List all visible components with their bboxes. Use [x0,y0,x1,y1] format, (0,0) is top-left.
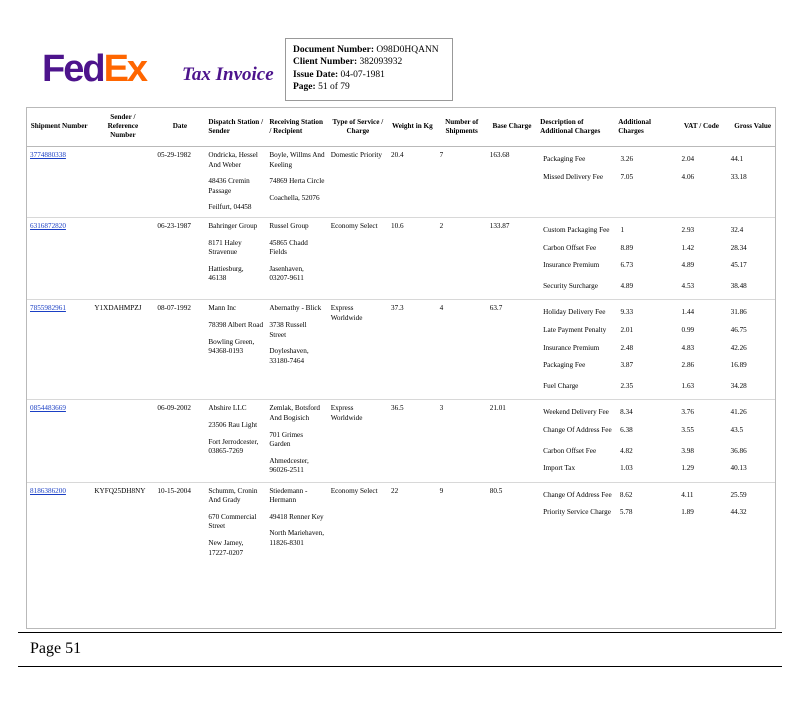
charge-row [540,357,772,375]
shipment-number-link[interactable]: 7855982961 [30,304,66,313]
charge-description: Packaging Fee [543,361,586,370]
dispatch-address: 48436 Cremin Passage [208,177,250,195]
shipment-number-link[interactable]: 8186386200 [30,486,66,495]
cell-additional-charges [537,147,775,218]
receiving-recipient: Russel Group [269,221,309,230]
issue-date-value: 04-07-1981 [340,69,385,80]
cell-base-charge: 133.87 [489,221,510,230]
fedex-logo [42,50,146,88]
document-number-line [293,44,445,56]
dispatch-sender: Schumm, Cronin And Grady [208,486,258,505]
cell-service-type: Express Worldwide [330,304,363,322]
document-number-value: O98D0HQANN [376,45,439,55]
charge-row [540,240,772,258]
charge-vat: 4.53 [681,281,695,290]
page-value: 51 of 79 [318,82,350,93]
charge-description: Change Of Address Fee [543,425,612,434]
charge-description: Import Tax [543,464,576,473]
charge-vat: 1.63 [681,381,695,390]
charge-gross: 46.75 [730,325,747,334]
charge-amount: 5.78 [619,508,633,517]
cell-receiving-station [266,217,327,299]
charge-row [540,257,772,275]
cell-additional-charges [537,300,775,400]
charge-row [540,304,772,322]
invoice-table-container [26,107,776,629]
dispatch-sender: Ondricka, Hessel And Weber [208,151,258,169]
cell-base-charge: 63.7 [489,304,503,313]
charge-gross: 32.4 [730,225,744,234]
cell-shipment-number [27,217,91,299]
additional-charges-table [540,487,772,522]
charge-amount: 3.26 [620,155,634,163]
dispatch-sender: Abshire LLC [208,404,247,413]
receiving-recipient: Boyle, Willms And Keeling [269,151,325,169]
charge-amount: 2.48 [620,343,634,352]
charge-description: Missed Delivery Fee [543,172,604,181]
charge-vat: 2.86 [681,361,695,370]
charge-amount: 8.62 [619,490,633,499]
charge-vat: 3.98 [681,446,694,455]
header-base-charge: Base Charge [487,108,537,147]
cell-service-type: Express Worldwide [330,404,363,422]
table-row [27,217,775,299]
client-number-line [293,56,445,68]
charge-gross: 41.26 [730,408,747,417]
receiving-city: North Mariehaven, 11826-8301 [269,529,324,548]
header-date: Date [154,108,205,147]
receiving-recipient: Abernathy - Blick [269,304,322,313]
charge-vat: 3.76 [681,408,694,417]
receiving-address: 49418 Renner Key [269,512,324,521]
dispatch-address: 78398 Albert Road [208,320,264,329]
cell-service-type: Economy Select [330,486,378,495]
charge-gross: 36.86 [730,446,747,455]
charge-description: Carbon Offset Fee [543,243,597,252]
dispatch-address: 670 Commercial Street [208,512,257,531]
cell-additional-charges [537,400,775,482]
cell-number-of-shipments: 7 [439,151,444,159]
charge-vat: 0.99 [681,325,695,334]
client-number-value: 382093932 [359,57,403,68]
logo-ex-text: Ex [103,48,147,90]
charge-description: Packaging Fee [543,155,586,163]
receiving-city: Ahmedcester, 96026-2511 [269,456,309,475]
cell-reference-number: Y1XDAHMPZJ [94,304,142,313]
charge-row [540,151,772,169]
table-row [27,147,775,218]
invoice-table-head [27,108,775,147]
document-number-label: Document Number: [293,45,375,55]
shipment-number-link[interactable]: 6316872820 [30,221,66,230]
receiving-city: Jasenhaven, 03207-9611 [269,264,304,283]
additional-charges-table [540,151,772,186]
charge-vat: 1.44 [681,308,695,317]
charge-description: Insurance Premium [543,343,600,352]
cell-dispatch-station [205,482,266,562]
receiving-address: 45865 Chadd Fields [269,238,308,257]
charge-vat: 4.83 [681,343,695,352]
cell-number-of-shipments: 4 [439,304,444,313]
invoice-table-body [27,147,775,563]
charge-amount: 6.38 [620,425,633,434]
cell-additional-charges [537,217,775,299]
cell-reference-number: KYFQ25DH8NY [94,486,146,495]
header-service-type: Type of Service / Charge [328,108,388,147]
dispatch-address: 23506 Rau Light [208,420,258,429]
charge-description: Late Payment Penalty [543,325,607,334]
table-row [27,400,775,482]
charge-amount: 1 [620,225,625,234]
cell-dispatch-station [205,400,266,482]
header-additional-charges: Additional Charges [615,108,681,147]
dispatch-sender: Bahringer Group [208,221,258,230]
charge-vat: 1.42 [681,243,695,252]
cell-shipment-number [27,147,91,218]
dispatch-address: 8171 Haley Stravenue [208,238,242,257]
cell-receiving-station [266,482,327,562]
charge-row [540,460,772,478]
shipment-number-link[interactable]: 0854483669 [30,404,66,413]
charge-description: Holiday Delivery Fee [543,308,606,317]
charge-amount: 2.35 [620,381,634,390]
charge-amount: 8.34 [620,408,633,417]
charge-gross: 42.26 [730,343,747,352]
charge-gross: 34.28 [730,381,747,390]
cell-date: 06-09-2002 [157,404,191,413]
charge-row [540,275,772,296]
charge-row [540,169,772,187]
cell-service-type: Economy Select [330,221,378,230]
charge-vat: 4.06 [681,172,695,181]
charge-row [540,487,772,505]
cell-dispatch-station [205,300,266,400]
charge-gross: 44.1 [730,155,744,163]
cell-weight: 36.5 [391,404,404,413]
charge-gross: 44.32 [730,508,747,517]
charge-row [540,440,772,461]
cell-date: 10-15-2004 [157,486,191,495]
issue-date-label: Issue Date: [293,69,339,80]
receiving-city: Doyleshaven, 33180-7464 [269,347,309,365]
header-dispatch-station: Dispatch Station / Sender [205,108,266,147]
cell-date: 05-29-1982 [157,151,191,159]
charge-amount: 6.73 [620,261,634,270]
charge-gross: 28.34 [730,243,747,252]
charge-description: Change Of Address Fee [543,490,612,499]
charge-description: Insurance Premium [543,261,600,270]
footer-divider-top [18,632,782,633]
table-row [27,300,775,400]
charge-amount: 4.89 [620,281,634,290]
charge-gross: 31.86 [730,308,747,317]
cell-shipment-number [27,300,91,400]
additional-charges-table [540,222,772,295]
charge-gross: 25.59 [730,490,747,499]
header-vat-code: VAT / Code [681,108,731,147]
cell-reference-number [91,400,154,482]
header-description-additional-charges: Description of Additional Charges [537,108,615,147]
receiving-recipient: Stiedemann - Hermann [269,486,308,505]
table-row [27,482,775,562]
dispatch-city: New Jamey, 17227-0207 [208,539,244,557]
cell-reference-number [91,147,154,218]
header-receiving-station: Receiving Station / Recipient [266,108,327,147]
cell-dispatch-station [205,217,266,299]
cell-number-of-shipments: 3 [439,404,444,413]
invoice-table [27,108,775,562]
charge-gross: 16.89 [730,361,747,370]
receiving-recipient: Zemlak, Botsford And Bogisich [269,404,321,422]
charge-gross: 43.5 [730,425,744,434]
charge-vat: 1.89 [681,508,694,517]
cell-weight: 20.4 [391,151,404,159]
shipment-number-link[interactable]: 3774880338 [30,151,66,159]
page-label: Page: [293,82,316,93]
dispatch-sender: Mann Inc [208,304,237,313]
charge-description: Custom Packaging Fee [543,225,610,234]
page-line [293,81,445,93]
cell-service-type: Domestic Priority [330,151,383,159]
charge-row [540,222,772,240]
charge-gross: 45.17 [730,261,747,270]
charge-row [540,404,772,422]
header-gross-value: Gross Value [730,108,775,147]
receiving-address: 74869 Herta Circle [269,177,325,186]
table-header-row [27,108,775,147]
issue-date-line [293,69,445,81]
charge-description: Weekend Delivery Fee [543,408,609,417]
charge-vat: 4.89 [681,261,695,270]
dispatch-city: Hattiesburg, 46138 [208,264,244,283]
cell-receiving-station [266,147,327,218]
charge-amount: 4.82 [620,446,633,455]
footer-divider-bottom [18,666,782,667]
footer-page-number: Page 51 [30,640,82,657]
additional-charges-table [540,404,772,477]
charge-description: Carbon Offset Fee [543,446,597,455]
cell-receiving-station [266,400,327,482]
cell-number-of-shipments: 9 [439,486,444,495]
document-subtitle: Tax Invoice [182,64,274,85]
receiving-address: 701 Grimes Garden [269,430,304,449]
charge-description: Priority Service Charge [543,508,611,517]
charge-vat: 1.29 [681,464,694,473]
cell-base-charge: 21.01 [489,404,506,413]
cell-base-charge: 80.5 [489,486,503,495]
header-weight: Weight in Kg [388,108,437,147]
dispatch-city: Bowling Green, 94368-0193 [208,337,255,356]
charge-row [540,340,772,358]
cell-base-charge: 163.68 [489,151,510,159]
header-number-of-shipments: Number of Shipments [437,108,487,147]
cell-date: 08-07-1992 [157,304,191,313]
cell-number-of-shipments: 2 [439,221,444,230]
cell-shipment-number [27,400,91,482]
charge-vat: 4.11 [681,490,694,499]
additional-charges-table [540,304,772,395]
charge-amount: 3.87 [620,361,634,370]
client-number-label: Client Number: [293,57,358,68]
cell-date: 06-23-1987 [157,221,191,230]
dispatch-city: Feilfurt, 04458 [208,203,252,212]
cell-weight: 37.3 [391,304,404,313]
charge-vat: 2.93 [681,225,695,234]
logo-fed-text: Fed [42,48,104,90]
charge-amount: 9.33 [620,308,634,317]
header-reference-number: Sender / Reference Number [91,108,154,147]
charge-gross: 33.18 [730,172,747,181]
charge-amount: 8.89 [620,243,634,252]
charge-row [540,375,772,396]
charge-description: Fuel Charge [543,381,579,390]
cell-dispatch-station [205,147,266,218]
charge-vat: 3.55 [681,425,694,434]
receiving-address: 3738 Russell Street [269,320,307,339]
charge-description: Security Surcharge [543,281,598,290]
charge-row [540,422,772,440]
cell-additional-charges [537,482,775,562]
charge-row [540,504,772,522]
charge-gross: 40.13 [730,464,747,473]
dispatch-city: Fort Jerrodcester, 03865-7269 [208,437,259,456]
document-info-box [285,38,453,101]
receiving-city: Coachella, 52076 [269,193,320,202]
cell-reference-number [91,217,154,299]
header-shipment-number: Shipment Number [27,108,91,147]
cell-weight: 22 [391,486,399,495]
charge-vat: 2.04 [681,155,695,163]
charge-amount: 2.01 [620,325,634,334]
cell-receiving-station [266,300,327,400]
charge-amount: 1.03 [620,464,633,473]
charge-gross: 38.48 [730,281,747,290]
charge-amount: 7.05 [620,172,634,181]
page-header [0,28,800,93]
cell-shipment-number [27,482,91,562]
charge-row [540,322,772,340]
cell-weight: 10.6 [391,221,404,230]
